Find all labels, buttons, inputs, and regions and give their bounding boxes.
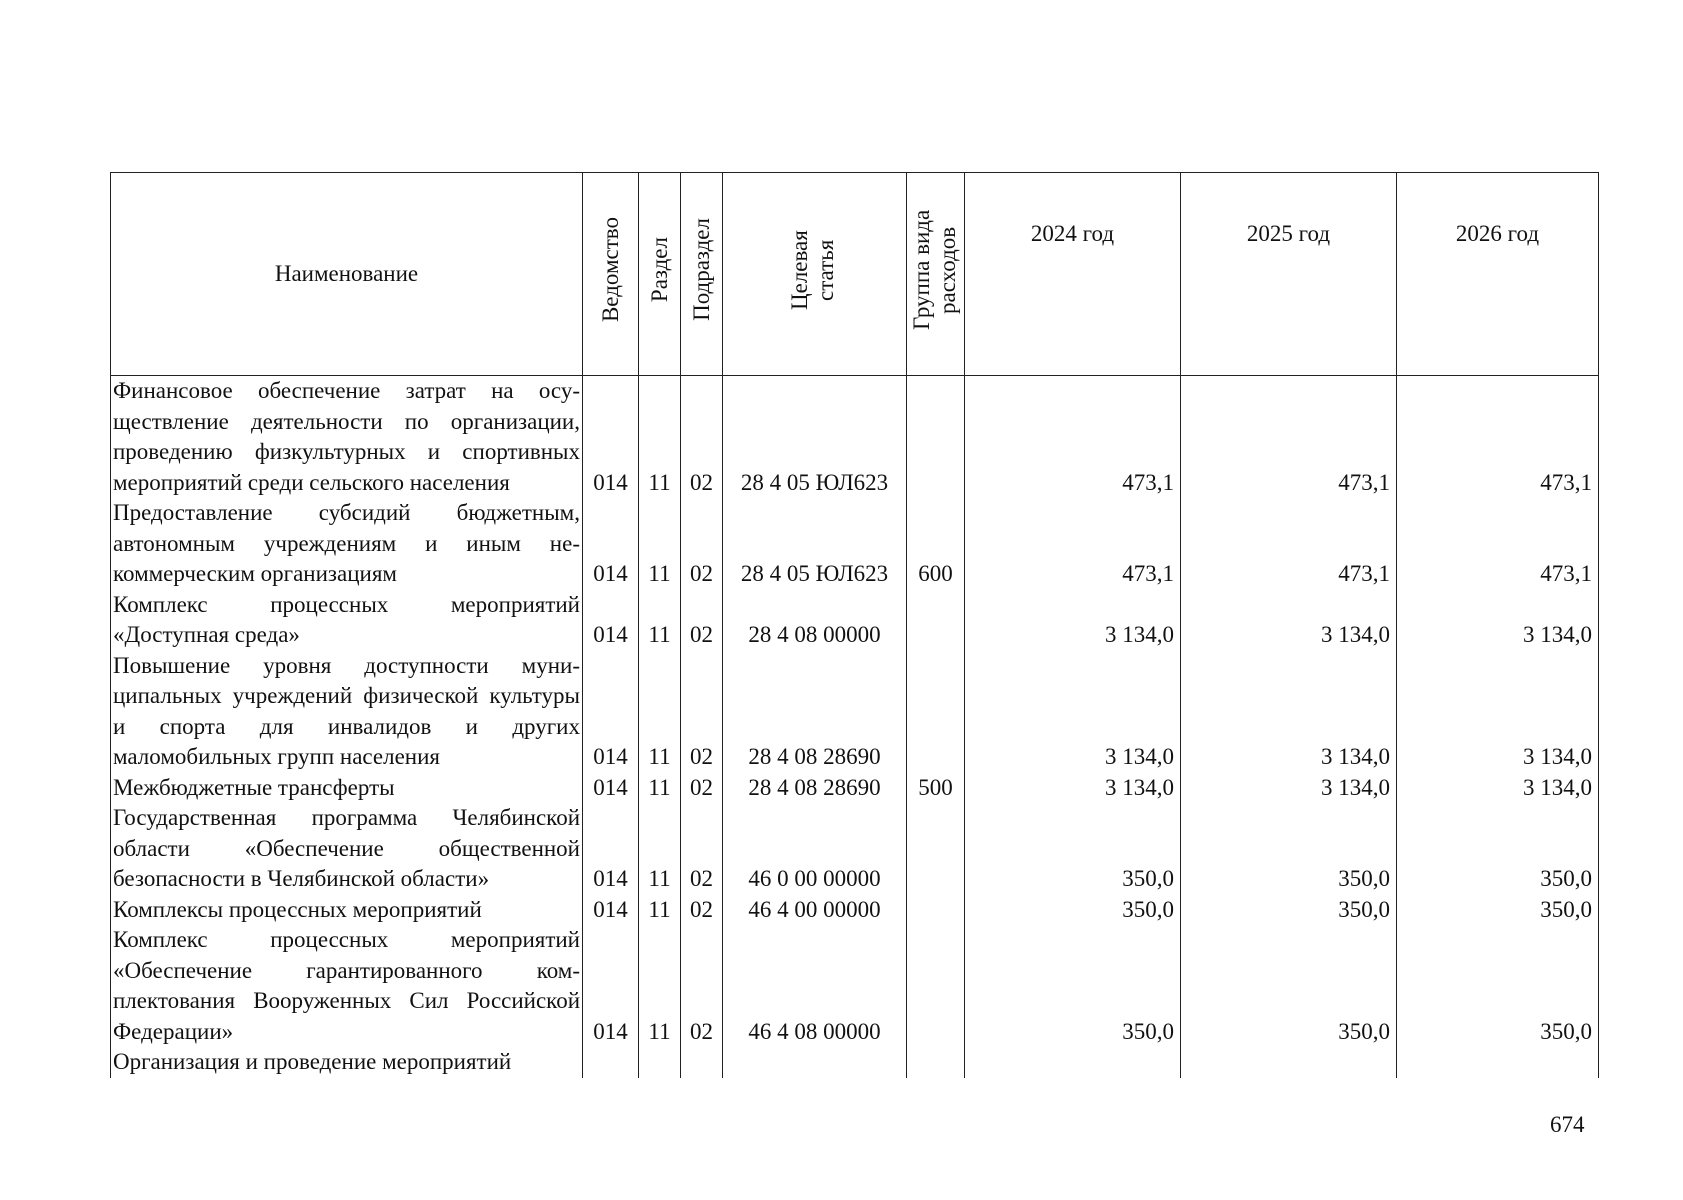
row-razdel-cell: 11 xyxy=(639,773,681,804)
row-podrazdel-cell: 02 xyxy=(681,925,723,1047)
table-row xyxy=(111,925,1599,1047)
row-2025-value: 3 134,0 xyxy=(1181,651,1397,773)
row-2026-value: 473,1 xyxy=(1397,376,1599,499)
row-razdel-cell: 11 xyxy=(639,895,681,926)
row-2024-value: 473,1 xyxy=(965,376,1181,499)
table-row xyxy=(111,376,1599,499)
row-vedomstvo-cell: 014 xyxy=(583,376,639,499)
row-razdel-cell: 11 xyxy=(639,803,681,895)
row-podrazdel-cell: 02 xyxy=(681,651,723,773)
row-celevaya-statya-cell: 28 4 08 00000 xyxy=(723,590,907,651)
row-podrazdel-cell: 02 xyxy=(681,895,723,926)
row-2024-value: 350,0 xyxy=(965,925,1181,1047)
header-vedomstvo: Ведомство xyxy=(583,173,639,376)
row-2026-value: 350,0 xyxy=(1397,925,1599,1047)
row-razdel-cell xyxy=(639,1047,681,1078)
row-2026-value: 473,1 xyxy=(1397,498,1599,590)
row-name-cell: Предоставление субсидий бюджетным, автономным учреждениям и иным некоммерческим организациям xyxy=(111,498,583,590)
row-razdel-cell: 11 xyxy=(639,590,681,651)
row-vid-rashodov-cell: 600 xyxy=(907,498,965,590)
row-2026-value: 3 134,0 xyxy=(1397,773,1599,804)
row-2024-value xyxy=(965,1047,1181,1078)
row-vid-rashodov-cell xyxy=(907,590,965,651)
row-celevaya-statya-cell: 28 4 05 ЮЛ623 xyxy=(723,498,907,590)
row-name-cell: Комплексы процессных мероприятий xyxy=(111,895,583,926)
row-2026-value: 350,0 xyxy=(1397,803,1599,895)
row-vedomstvo-cell: 014 xyxy=(583,803,639,895)
row-2025-value: 3 134,0 xyxy=(1181,590,1397,651)
header-name: Наименование xyxy=(111,173,583,376)
row-name-cell: Комплекс процессных мероприятий «Обеспечение гарантированного комплектования Вооруженных Сил Российской Федерации» xyxy=(111,925,583,1047)
row-2024-value: 350,0 xyxy=(965,895,1181,926)
header-2025: 2025 год xyxy=(1181,173,1397,376)
row-2025-value: 473,1 xyxy=(1181,498,1397,590)
row-celevaya-statya-cell: 46 4 00 00000 xyxy=(723,895,907,926)
row-vid-rashodov-cell xyxy=(907,1047,965,1078)
row-vedomstvo-cell: 014 xyxy=(583,925,639,1047)
page-number: 674 xyxy=(1550,1112,1585,1137)
header-2026: 2026 год xyxy=(1397,173,1599,376)
table-row xyxy=(111,773,1599,804)
header-podrazdel: Подраздел xyxy=(681,173,723,376)
row-celevaya-statya-cell: 28 4 05 ЮЛ623 xyxy=(723,376,907,499)
row-vedomstvo-cell: 014 xyxy=(583,895,639,926)
table-row xyxy=(111,803,1599,895)
row-2025-value: 3 134,0 xyxy=(1181,773,1397,804)
row-celevaya-statya-cell: 46 0 00 00000 xyxy=(723,803,907,895)
row-name-cell: Повышение уровня доступности муниципальных учреждений физической культуры и спорта для инвалидов и других маломобильных групп населения xyxy=(111,651,583,773)
row-2025-value: 350,0 xyxy=(1181,895,1397,926)
row-vedomstvo-cell xyxy=(583,1047,639,1078)
row-vid-rashodov-cell xyxy=(907,895,965,926)
row-name-cell: Государственная программа Челябинской области «Обеспечение общественной безопасности в Челябинской области» xyxy=(111,803,583,895)
row-2025-value: 350,0 xyxy=(1181,925,1397,1047)
row-podrazdel-cell xyxy=(681,1047,723,1078)
row-celevaya-statya-cell xyxy=(723,1047,907,1078)
row-name-cell: Комплекс процессных мероприятий «Доступная среда» xyxy=(111,590,583,651)
table-row xyxy=(111,651,1599,773)
row-2025-value: 350,0 xyxy=(1181,803,1397,895)
row-podrazdel-cell: 02 xyxy=(681,773,723,804)
row-2024-value: 350,0 xyxy=(965,803,1181,895)
row-2025-value: 473,1 xyxy=(1181,376,1397,499)
row-vid-rashodov-cell xyxy=(907,803,965,895)
row-razdel-cell: 11 xyxy=(639,376,681,499)
table-header-row xyxy=(111,173,1599,376)
row-name-cell: Межбюджетные трансферты xyxy=(111,773,583,804)
header-2024: 2024 год xyxy=(965,173,1181,376)
row-2026-value: 350,0 xyxy=(1397,895,1599,926)
row-celevaya-statya-cell: 28 4 08 28690 xyxy=(723,651,907,773)
row-vid-rashodov-cell: 500 xyxy=(907,773,965,804)
row-podrazdel-cell: 02 xyxy=(681,803,723,895)
row-podrazdel-cell: 02 xyxy=(681,590,723,651)
row-vid-rashodov-cell xyxy=(907,376,965,499)
row-2024-value: 3 134,0 xyxy=(965,590,1181,651)
row-vid-rashodov-cell xyxy=(907,925,965,1047)
header-razdel: Раздел xyxy=(639,173,681,376)
table-row xyxy=(111,895,1599,926)
row-2024-value: 3 134,0 xyxy=(965,651,1181,773)
row-2024-value: 473,1 xyxy=(965,498,1181,590)
budget-table xyxy=(110,172,1599,1078)
row-razdel-cell: 11 xyxy=(639,925,681,1047)
row-2026-value: 3 134,0 xyxy=(1397,590,1599,651)
row-celevaya-statya-cell: 28 4 08 28690 xyxy=(723,773,907,804)
row-celevaya-statya-cell: 46 4 08 00000 xyxy=(723,925,907,1047)
row-vedomstvo-cell: 014 xyxy=(583,498,639,590)
row-name-cell: Финансовое обеспечение затрат на осуществление деятельности по организации, проведению физкультурных и спортивных мероприятий среди сельского населения xyxy=(111,376,583,499)
table-row xyxy=(111,1047,1599,1078)
row-vedomstvo-cell: 014 xyxy=(583,651,639,773)
header-gruppa-vida-rashodov: Группа вида расходов xyxy=(907,173,965,376)
row-vedomstvo-cell: 014 xyxy=(583,773,639,804)
row-podrazdel-cell: 02 xyxy=(681,498,723,590)
row-2024-value: 3 134,0 xyxy=(965,773,1181,804)
table-row xyxy=(111,590,1599,651)
table-body xyxy=(111,376,1599,1078)
row-vid-rashodov-cell xyxy=(907,651,965,773)
row-razdel-cell: 11 xyxy=(639,651,681,773)
row-2026-value xyxy=(1397,1047,1599,1078)
row-podrazdel-cell: 02 xyxy=(681,376,723,499)
row-razdel-cell: 11 xyxy=(639,498,681,590)
table-row xyxy=(111,498,1599,590)
row-vedomstvo-cell: 014 xyxy=(583,590,639,651)
row-name-cell: Организация и проведение мероприятий xyxy=(111,1047,583,1078)
row-2026-value: 3 134,0 xyxy=(1397,651,1599,773)
row-2025-value xyxy=(1181,1047,1397,1078)
header-celevaya-statya: Целевая статья xyxy=(723,173,907,376)
